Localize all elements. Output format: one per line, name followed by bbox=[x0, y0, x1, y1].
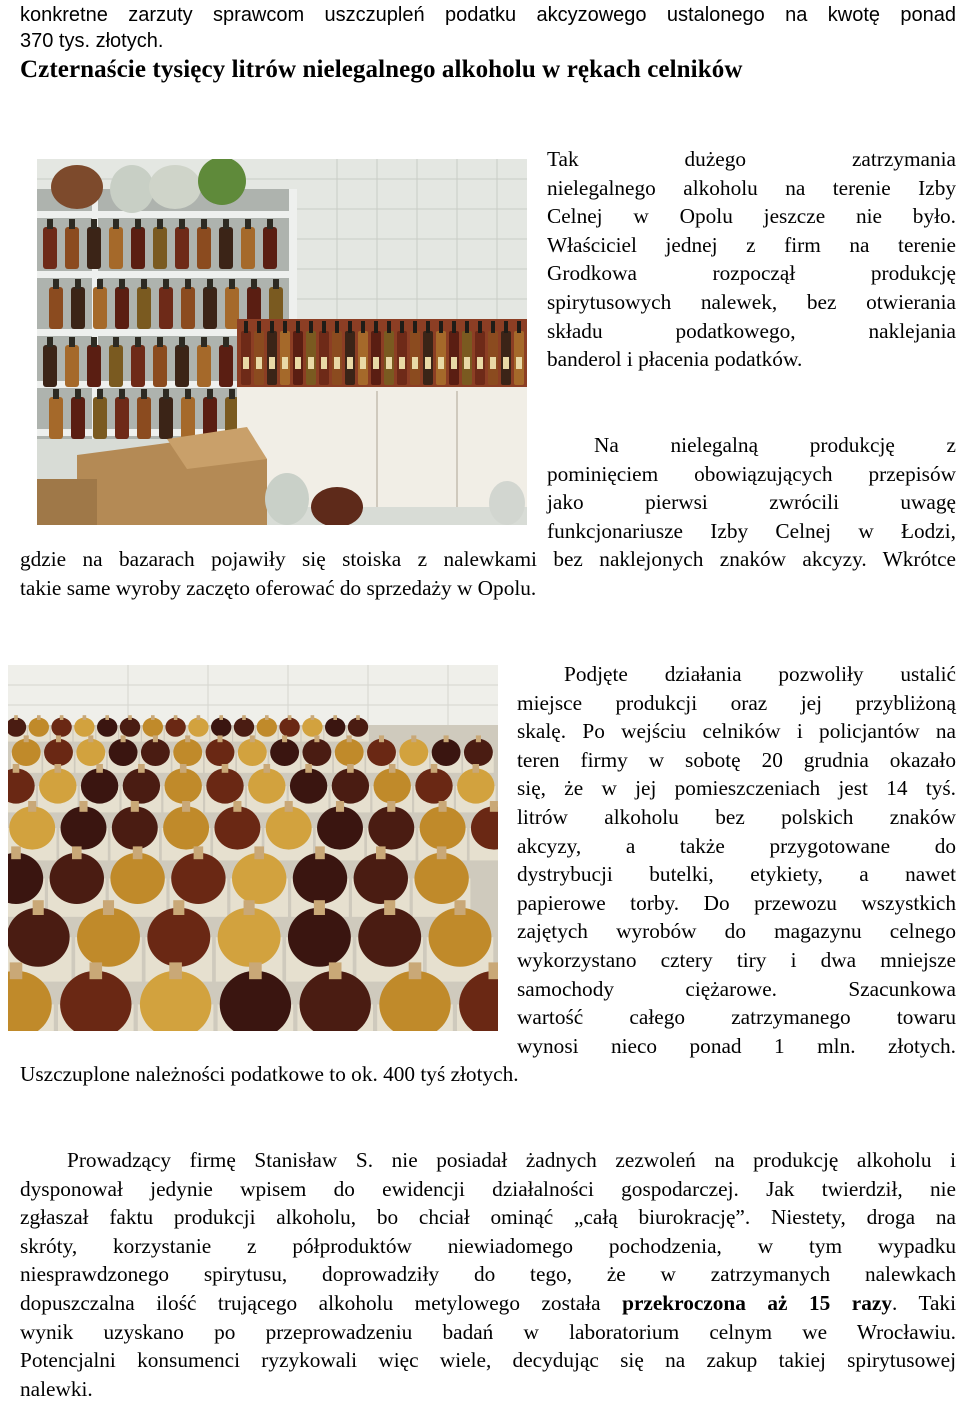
paragraph-line: zajętych wyrobów do magazynu celnego bbox=[517, 919, 956, 944]
emphasis-text: przekroczona aż 15 razy bbox=[622, 1290, 893, 1315]
lead-paragraph bbox=[20, 2, 956, 54]
lead-line: 370 tys. złotych. bbox=[20, 30, 164, 52]
paragraph-line: Celnej w Opolu jeszcze nie było. bbox=[547, 204, 956, 229]
paragraph-line: zgłaszał faktu produkcji alkoholu, bo chciał ominąć „całą biurokrację”. Niestety, droga na bbox=[20, 1205, 956, 1230]
paragraph-line: Prowadzący firmę Stanisław S. nie posiadał żadnych zezwoleń na produkcję alkoholu i bbox=[67, 1148, 956, 1172]
paragraph-2 bbox=[547, 431, 956, 545]
paragraph-line: się, że w jej pomieszczeniach jest 14 tyś. bbox=[517, 776, 956, 801]
paragraph-2-continued bbox=[20, 545, 956, 602]
paragraph-line: funkcjonariusze Izby Celnej w Łodzi, bbox=[547, 518, 956, 543]
text-run: . Taki bbox=[892, 1290, 956, 1315]
paragraph-line: wykorzystano cztery tiry i dwa mniejsze bbox=[517, 947, 956, 972]
paragraph-line: dystrybucji butelki, etykiety, a nawet bbox=[517, 862, 956, 887]
paragraph-line: takie same wyroby zaczęto oferować do sprzedaży w Opolu. bbox=[20, 575, 537, 600]
paragraph-line: nielegalnego alkoholu na terenie Izby bbox=[547, 175, 956, 200]
paragraph-line: banderol i płacenia podatków. bbox=[547, 347, 803, 372]
paragraph-3-end bbox=[20, 1060, 956, 1089]
paragraph-line bbox=[20, 1289, 956, 1318]
paragraph-line: pominięciem obowiązujących przepisów bbox=[547, 461, 956, 486]
paragraph-line: skróty, korzystanie z półproduktów niewiadomego pochodzenia, w tym wypadku bbox=[20, 1233, 956, 1258]
paragraph-line: Podjęte działania pozwoliły ustalić bbox=[564, 662, 956, 686]
paragraph-line: Potencjalni konsumenci ryzykowali więc wiele, decydując się na zakup takiej spirytusowej bbox=[20, 1348, 956, 1373]
lead-line: konkretne zarzuty sprawcom uszczupleń podatku akcyzowego ustalonego na kwotę ponad bbox=[20, 4, 956, 26]
paragraph-line: samochody ciężarowe. Szacunkowa bbox=[517, 976, 956, 1001]
demijohns-photo bbox=[8, 665, 498, 1031]
paragraph-line: Właściciel jednej z firm na terenie bbox=[547, 232, 956, 257]
paragraph-line: dysponował jedynie wpisem do ewidencji działalności gospodarczej. Jak twierdził, nie bbox=[20, 1176, 956, 1201]
paragraph-line: niesprawdzonego spirytusu, doprowadziły do tego, że w zatrzymanych nalewkach bbox=[20, 1262, 956, 1287]
paragraph-line: Tak dużego zatrzymania bbox=[547, 147, 956, 171]
paragraph-line: składu podatkowego, naklejania bbox=[547, 318, 956, 343]
paragraph-line: teren firmy w sobotę 20 grudnia okazało bbox=[517, 747, 956, 772]
paragraph-line: Uszczuplone należności podatkowe to ok. 400 tyś złotych. bbox=[20, 1062, 519, 1086]
article-title: Czternaście tysięcy litrów nielegalnego alkoholu w rękach celników bbox=[20, 56, 743, 83]
paragraph-line: jako pierwsi zwrócili uwagę bbox=[547, 490, 956, 515]
paragraph-line: miejsce produkcji oraz jej przybliżoną bbox=[517, 690, 956, 715]
paragraph-line: skalę. Po wejściu celników i policjantów na bbox=[517, 719, 956, 744]
paragraph-line: litrów alkoholu bez polskich znaków bbox=[517, 804, 956, 829]
shelves-photo bbox=[37, 159, 527, 525]
paragraph-3 bbox=[517, 660, 956, 1060]
paragraph-line: wynosi nieco ponad 1 mln. złotych. bbox=[517, 1033, 956, 1058]
text-run: dopuszczalna ilość trującego alkoholu metylowego została bbox=[20, 1290, 601, 1315]
paragraph-line: wynik uzyskano po przeprowadzeniu badań w laboratorium celnym we Wrocławiu. bbox=[20, 1319, 956, 1344]
paragraph-line: nalewki. bbox=[20, 1376, 93, 1401]
paragraph-line: gdzie na bazarach pojawiły się stoiska z nalewkami bez naklejonych znaków akcyzy. Wkrótce bbox=[20, 547, 956, 571]
paragraph-line: akcyzy, a także przygotowane do bbox=[517, 833, 956, 858]
paragraph-line: wartość całego zatrzymanego towaru bbox=[517, 1005, 956, 1030]
paragraph-line: spirytusowych nalewek, bez otwierania bbox=[547, 289, 956, 314]
paragraph-line: Na nielegalną produkcję z bbox=[594, 433, 956, 457]
paragraph-line: Grodkowa rozpoczął produkcję bbox=[547, 261, 956, 286]
paragraph-1 bbox=[547, 145, 956, 374]
paragraph-4 bbox=[20, 1146, 956, 1403]
paragraph-line: papierowe torby. Do przewozu wszystkich bbox=[517, 890, 956, 915]
